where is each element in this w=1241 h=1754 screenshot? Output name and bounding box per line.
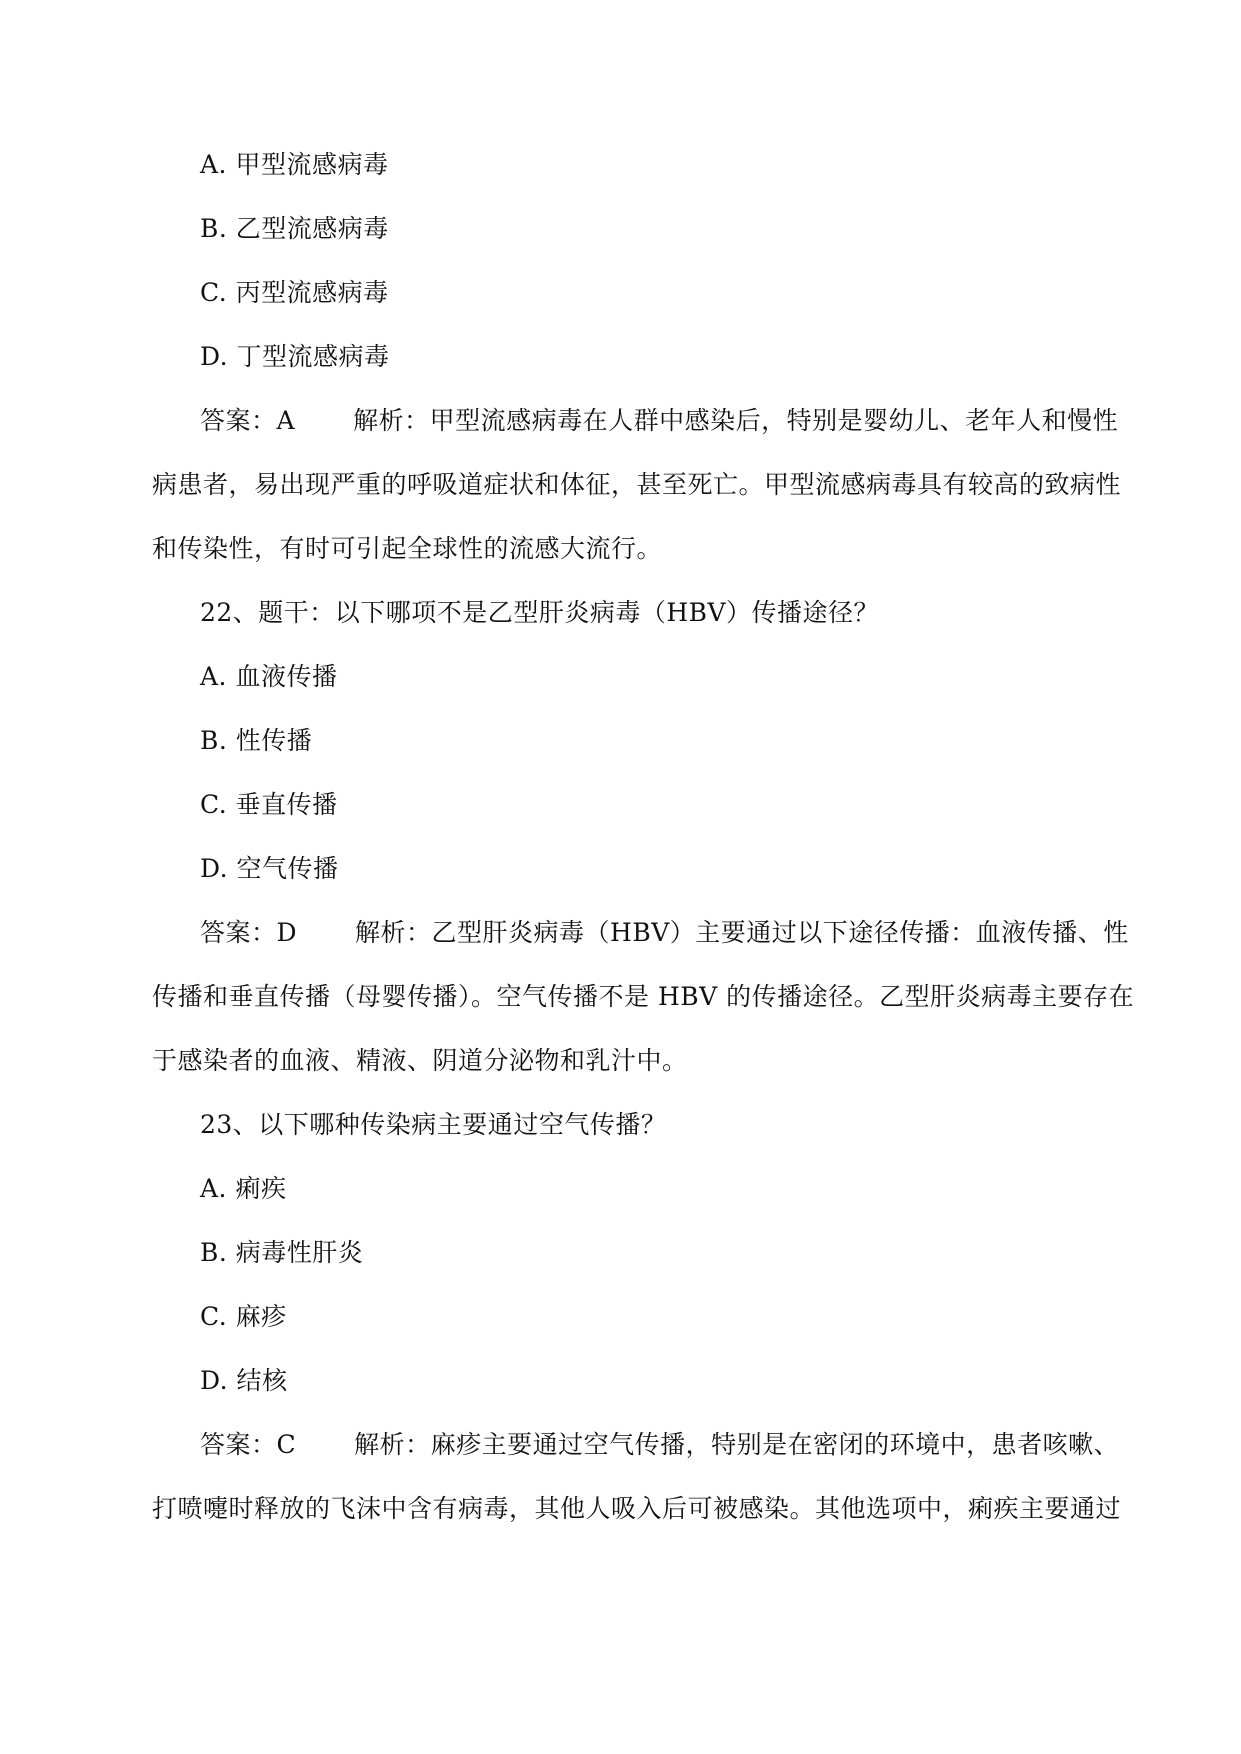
q23-stem: 23、以下哪种传染病主要通过空气传播？: [200, 1110, 667, 1139]
q23-explanation-line-1: 解析：麻疹主要通过空气传播，特别是在密闭的环境中，患者咳嗽、: [354, 1430, 1120, 1459]
q21-explanation-line-1: 解析：甲型流感病毒在人群中感染后，特别是婴幼儿、老年人和慢性: [353, 406, 1119, 435]
q22-explanation-line-3: 于感染者的血液、精液、阴道分泌物和乳汁中。: [152, 1046, 688, 1075]
q21-option-c: C. 丙型流感病毒: [200, 278, 389, 307]
q22-option-c: C. 垂直传播: [200, 790, 338, 819]
q22-answer-line: [200, 918, 1129, 948]
q21-option-d: D. 丁型流感病毒: [200, 342, 390, 371]
q23-option-b: B. 病毒性肝炎: [200, 1238, 364, 1267]
q21-answer-label: 答案：A: [200, 406, 296, 435]
q21-option-b: B. 乙型流感病毒: [200, 214, 389, 243]
q23-answer-line: [200, 1430, 1119, 1460]
q21-answer-line: [200, 406, 1118, 436]
q22-answer-label: 答案：D: [200, 918, 298, 947]
q23-option-c: C. 麻疹: [200, 1302, 287, 1331]
q23-explanation-line-2: 打喷嚏时释放的飞沫中含有病毒，其他人吸入后可被感染。其他选项中，痢疾主要通过: [152, 1494, 1122, 1523]
q22-option-d: D. 空气传播: [200, 854, 339, 883]
q23-option-d: D. 结核: [200, 1366, 288, 1395]
q22-option-b: B. 性传播: [200, 726, 313, 755]
q22-stem: 22、题干：以下哪项不是乙型肝炎病毒（HBV）传播途径？: [200, 598, 880, 627]
q22-explanation-line-2: 传播和垂直传播（母婴传播）。空气传播不是 HBV 的传播途径。乙型肝炎病毒主要存在: [152, 982, 1135, 1011]
q21-option-a: A. 甲型流感病毒: [200, 150, 389, 179]
q21-explanation-line-2: 病患者，易出现严重的呼吸道症状和体征，甚至死亡。甲型流感病毒具有较高的致病性: [152, 470, 1122, 499]
q21-explanation-line-3: 和传染性，有时可引起全球性的流感大流行。: [152, 534, 663, 563]
q23-option-a: A. 痢疾: [200, 1174, 287, 1203]
q22-option-a: A. 血液传播: [200, 662, 338, 691]
q22-explanation-line-1: 解析：乙型肝炎病毒（HBV）主要通过以下途径传播：血液传播、性: [355, 918, 1129, 947]
q23-answer-label: 答案：C: [200, 1430, 297, 1459]
